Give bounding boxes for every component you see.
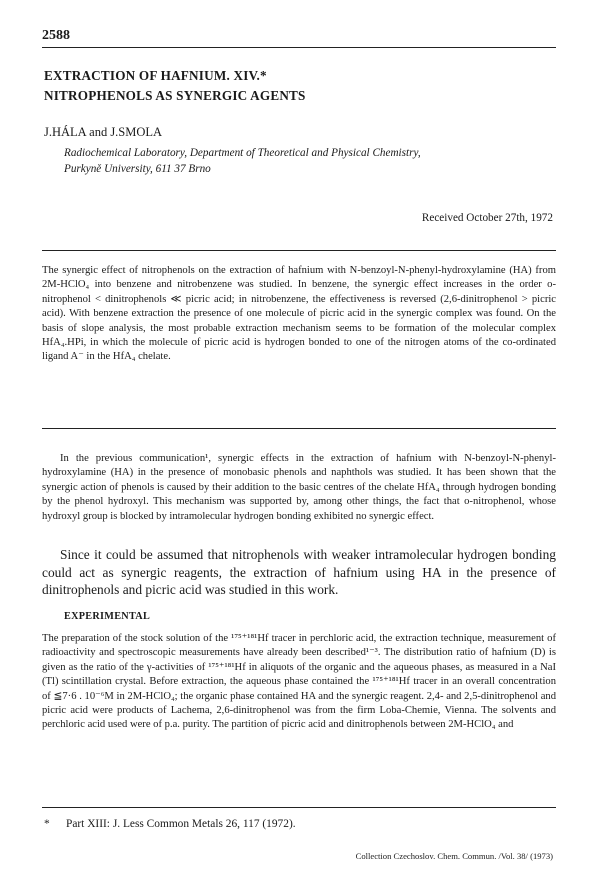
page-number: 2588 bbox=[42, 28, 70, 43]
journal-reference: Collection Czechoslov. Chem. Commun. /Vol. 38/ (1973) bbox=[355, 851, 553, 861]
affiliation-line2: Purkyně University, 611 37 Brno bbox=[64, 163, 211, 175]
intro-paragraph-1: In the previous communication¹, synergic effects in the extraction of hafnium with N-benzoyl-N-phenyl-hydroxylamine (HA) in the presence of monobasic phenols and naphthols was studied. It has been shown that the synergic action of phenols is caused by their addition to the basic centres of the chelate HfA₄ through hydrogen bonding by the phenol hydroxyl. This mechanism was supported by, among other things, the fact that o-nitrophenol, whose hydroxyl group is blocked by intramolecular hydrogen bonding exhibited no synergic effect. bbox=[42, 453, 556, 522]
experimental-paragraph: The preparation of the stock solution of the ¹⁷⁵⁺¹⁸¹Hf tracer in perchloric acid, the extraction technique, measurement of radioactivity and spectroscopic measurements have already been described¹⁻³. The distribution ratio of hafnium (D) is given as the ratio of the γ-activities of ¹⁷⁵⁺¹⁸¹Hf in aliquots of the organic and the aqueous phases, as measured in a NaI (Tl) scintillation crystal. Before extraction, the aqueous phase contained the ¹⁷⁵⁺¹⁸¹Hf tracer in an overall concentration of ≦7·6 . 10⁻⁶M in 2M-HClO₄; the organic phase contained HA and the synergic reagent. 2,4- and 2,5-dinitrophenol and picric acid were products of Lachema, 2,6-dinitrophenol was from the firm Loba-Chemie, Vienna. The solvents and perchloric acid used were of p.a. purity. The partition of picric acid and dinitrophenols between 2M-HClO₄ and bbox=[42, 633, 556, 731]
header-rule bbox=[42, 47, 556, 48]
abstract-bottom-rule bbox=[42, 428, 556, 429]
article-title-line1: EXTRACTION OF HAFNIUM. XIV.* bbox=[44, 68, 267, 83]
intro-paragraph-2: Since it could be assumed that nitrophenols with weaker intramolecular hydrogen bonding could act as synergic reagents, the extraction of hafnium using HA in the presence of dinitrophenols and picric acid was studied in this work. bbox=[42, 547, 556, 597]
footnote-text: Part XIII: J. Less Common Metals 26, 117 (1972). bbox=[66, 818, 296, 830]
abstract: The synergic effect of nitrophenols on the extraction of hafnium with N-benzoyl-N-phenyl-hydroxylamine (HA) from 2M-HClO₄ into benzene and nitrobenzene was studied. In benzene, the synergic effect increases in the order o-nitrophenol < dinitrophenols ≪ picric acid; in nitrobenzene, the effectiveness is reversed (2,6-dinitrophenol > picric acid). With benzene extraction the presence of one molecule of picric acid in the synergic complex was found. On the basis of slope analysis, the most probable extraction mechanism seems to be formation of the molecular complex HfA₄.HPi, in which the molecule of picric acid is hydrogen bonded to one of the nitrogen atoms of the co-ordinated ligand A⁻ in the HfA₄ chelate. bbox=[42, 265, 556, 363]
received-date: Received October 27th, 1972 bbox=[421, 212, 553, 224]
footnote-rule bbox=[42, 807, 556, 808]
affiliation-line1: Radiochemical Laboratory, Department of Theoretical and Physical Chemistry, bbox=[64, 147, 421, 159]
footnote bbox=[44, 818, 296, 830]
footnote-mark: * bbox=[44, 818, 50, 830]
section-heading-experimental: EXPERIMENTAL bbox=[64, 611, 151, 622]
article-title-line2: NITROPHENOLS AS SYNERGIC AGENTS bbox=[44, 88, 306, 103]
abstract-top-rule bbox=[42, 250, 556, 251]
authors: J.HÁLA and J.SMOLA bbox=[44, 125, 163, 139]
